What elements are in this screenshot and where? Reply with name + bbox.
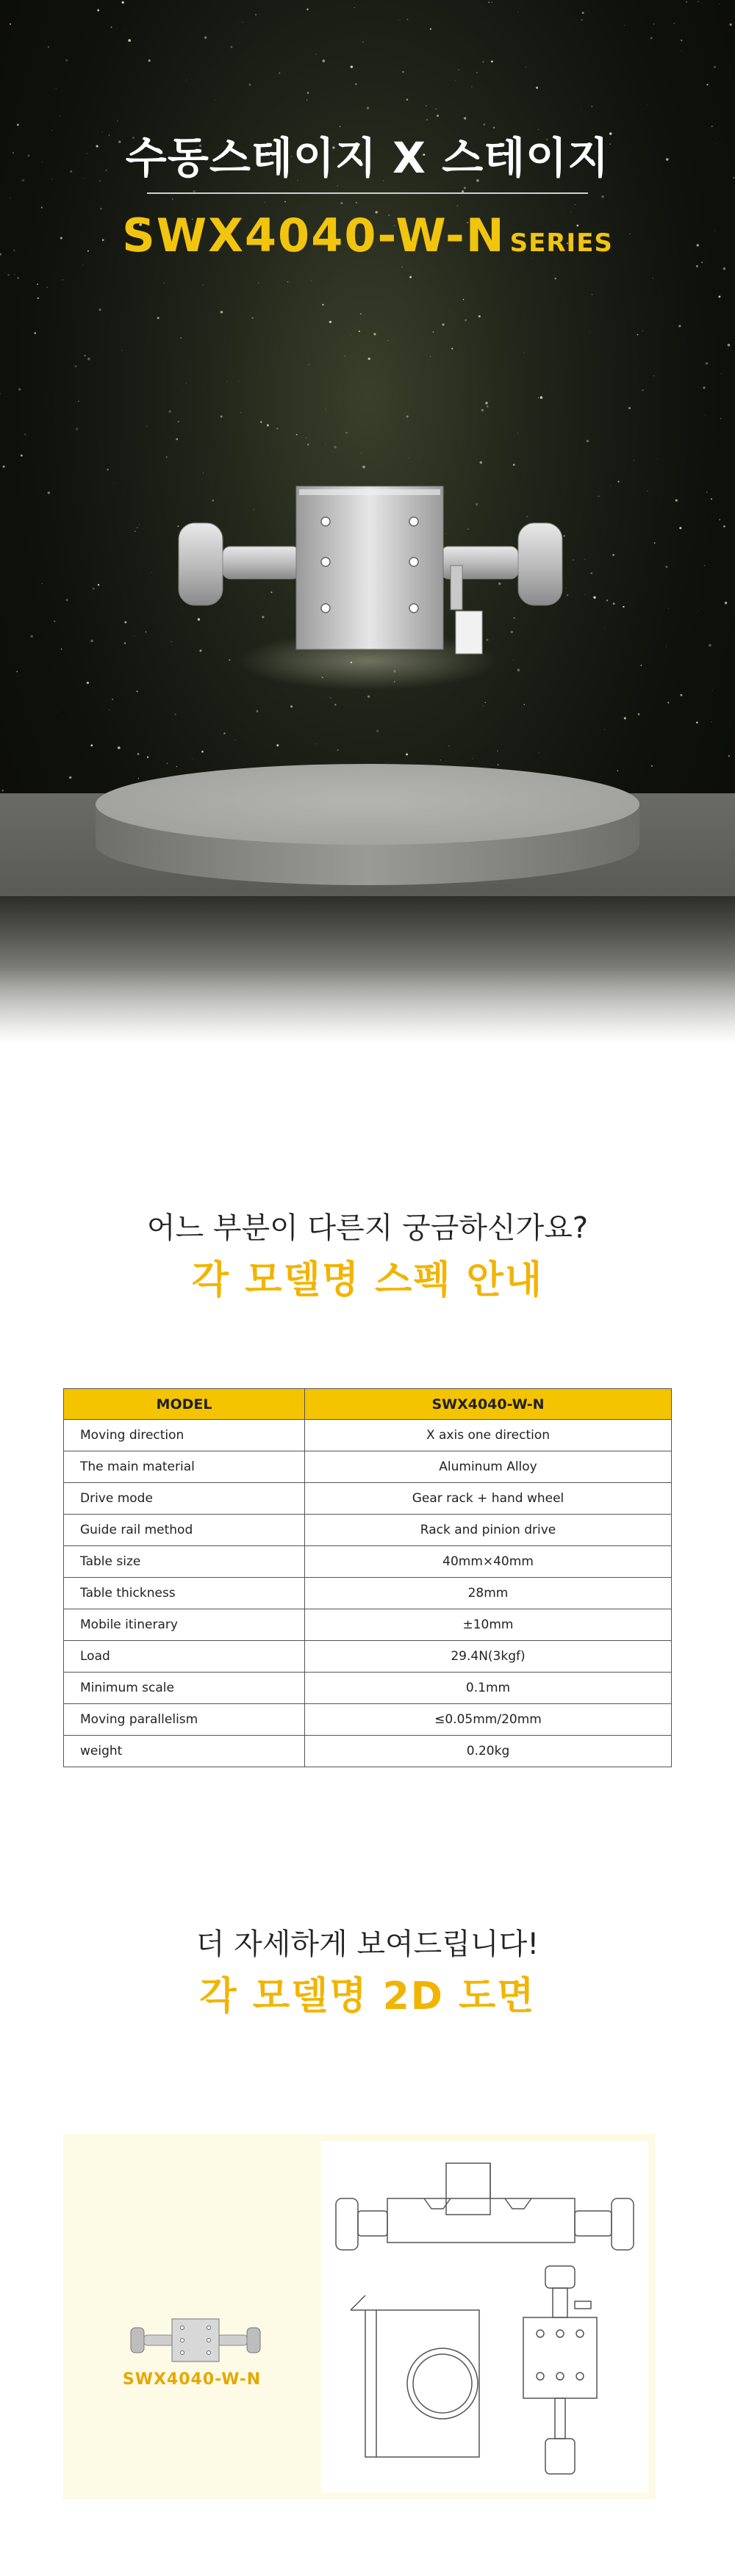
star — [112, 699, 113, 700]
star — [355, 83, 356, 84]
star — [21, 455, 23, 457]
star — [465, 319, 467, 321]
star — [65, 59, 68, 61]
spec-key: Moving parallelism — [64, 1704, 305, 1736]
star — [239, 380, 240, 381]
star — [637, 334, 639, 336]
star — [368, 696, 370, 698]
star — [75, 365, 77, 367]
star — [554, 278, 556, 280]
star — [638, 713, 640, 715]
spec-value: X axis one direction — [305, 1420, 672, 1451]
star — [651, 765, 653, 767]
spec-value: 29.4N(3kgf) — [305, 1641, 672, 1673]
star — [613, 603, 615, 605]
drawing-panel — [63, 2134, 656, 2500]
star — [665, 566, 667, 568]
table-row — [64, 1515, 672, 1546]
star — [46, 287, 47, 288]
star — [451, 348, 453, 350]
spec-key: Table size — [64, 1546, 305, 1578]
star — [351, 335, 352, 336]
star — [10, 24, 11, 25]
star — [351, 65, 354, 68]
table-row — [64, 1420, 672, 1451]
star — [334, 704, 336, 705]
star — [406, 754, 408, 756]
mini-product-image — [129, 2317, 262, 2363]
mini-product-label: SWX4040-W-N — [122, 2370, 262, 2389]
star — [61, 649, 62, 650]
star — [628, 407, 631, 409]
star — [654, 542, 656, 544]
star — [3, 466, 5, 468]
star — [721, 373, 722, 374]
star — [582, 12, 584, 14]
star — [491, 60, 493, 62]
hero-model-code: SWX4040-W-N — [122, 209, 506, 262]
star — [448, 310, 449, 311]
star — [128, 39, 131, 42]
star — [330, 697, 331, 699]
star — [118, 746, 121, 749]
table-row — [64, 1483, 672, 1515]
star — [456, 205, 458, 206]
star — [709, 644, 711, 647]
star — [433, 331, 434, 333]
star — [430, 356, 431, 357]
star — [513, 463, 515, 466]
star — [37, 284, 38, 285]
star — [719, 519, 720, 520]
star — [255, 14, 256, 15]
star — [714, 265, 715, 266]
star — [66, 599, 68, 601]
star — [711, 498, 712, 499]
star — [680, 694, 682, 696]
star — [728, 755, 730, 757]
spec-key: Moving direction — [64, 1420, 305, 1451]
star — [98, 309, 101, 311]
star — [307, 444, 309, 446]
star — [14, 274, 15, 275]
product-render-image — [165, 470, 577, 690]
star — [176, 439, 178, 441]
star — [388, 340, 389, 341]
star — [296, 434, 298, 436]
star — [334, 446, 336, 448]
star — [642, 389, 643, 391]
star — [90, 744, 93, 746]
star — [488, 1, 490, 3]
star — [591, 106, 592, 107]
star — [487, 405, 489, 408]
star — [406, 415, 409, 417]
spec-key: Mobile itinerary — [64, 1609, 305, 1641]
star — [362, 41, 364, 43]
star — [78, 400, 79, 402]
hero-title: 수동스테이지 X 스테이지 — [125, 133, 610, 183]
star — [231, 46, 233, 48]
star — [260, 421, 262, 422]
table-row — [64, 1451, 672, 1483]
star — [42, 583, 43, 584]
star — [172, 198, 173, 200]
star — [481, 409, 484, 411]
star — [249, 84, 251, 86]
spec-key: Guide rail method — [64, 1515, 305, 1546]
star — [30, 635, 33, 638]
star — [0, 393, 1, 394]
star — [276, 427, 279, 430]
star — [686, 1, 687, 3]
star — [48, 46, 49, 48]
hero-series-label: SERIES — [509, 228, 613, 258]
star — [16, 671, 18, 673]
star — [180, 337, 182, 339]
star — [598, 496, 599, 497]
star — [612, 554, 614, 556]
star — [220, 311, 223, 314]
star — [111, 26, 112, 28]
technical-drawing-icon — [321, 2141, 648, 2492]
star — [714, 66, 716, 68]
star — [471, 86, 472, 87]
star — [478, 315, 481, 317]
rock-texture — [0, 896, 735, 1043]
star — [601, 195, 604, 198]
star — [87, 682, 89, 684]
star — [480, 461, 483, 464]
star — [698, 610, 699, 611]
star — [62, 279, 63, 280]
star — [267, 425, 269, 427]
star — [251, 317, 253, 319]
star — [523, 704, 525, 705]
star — [485, 402, 488, 405]
star — [147, 757, 148, 758]
star — [34, 332, 36, 334]
star — [287, 281, 289, 283]
star — [177, 421, 179, 422]
star — [148, 59, 151, 62]
star — [704, 565, 705, 566]
star — [354, 7, 355, 8]
star — [406, 98, 409, 101]
star — [329, 321, 331, 323]
star — [337, 749, 339, 751]
star — [69, 776, 71, 779]
star — [97, 10, 99, 12]
table-row — [64, 1673, 672, 1704]
star — [93, 588, 95, 590]
star — [121, 350, 122, 351]
star — [673, 23, 675, 24]
star — [585, 559, 586, 560]
star — [653, 375, 655, 377]
star — [345, 432, 348, 434]
star — [698, 1, 699, 2]
star — [593, 596, 596, 599]
star — [581, 19, 583, 21]
spec-header-value: SWX4040-W-N — [305, 1389, 672, 1420]
star — [284, 201, 286, 203]
star — [540, 396, 543, 399]
hero-divider — [147, 192, 588, 194]
spec-value: Aluminum Alloy — [305, 1451, 672, 1483]
star — [54, 621, 56, 623]
star — [464, 187, 466, 189]
star — [402, 71, 404, 73]
star — [168, 410, 171, 413]
star — [678, 325, 681, 327]
table-row — [64, 1578, 672, 1609]
star — [617, 770, 618, 771]
star — [426, 105, 427, 107]
technical-drawing-area — [321, 2141, 648, 2492]
spec-value: 28mm — [305, 1578, 672, 1609]
table-row — [64, 1609, 672, 1641]
star — [240, 412, 241, 413]
star — [114, 483, 115, 484]
star — [204, 37, 207, 39]
spec-value: 0.1mm — [305, 1673, 672, 1704]
spec-value: ≤0.05mm/20mm — [305, 1704, 672, 1736]
hero-model-name — [0, 209, 735, 262]
star — [175, 713, 176, 715]
star — [618, 481, 620, 483]
star — [164, 283, 165, 284]
star — [706, 491, 708, 493]
spec-key: Drive mode — [64, 1483, 305, 1515]
star — [192, 759, 193, 760]
star — [706, 84, 708, 85]
star — [176, 766, 177, 767]
star — [223, 732, 226, 735]
spec-value: 0.20kg — [305, 1736, 672, 1767]
star — [258, 283, 259, 284]
spec-value: Rack and pinion drive — [305, 1515, 672, 1546]
table-row — [64, 1546, 672, 1578]
star — [368, 358, 370, 360]
star — [696, 721, 698, 724]
star — [498, 764, 499, 765]
star — [76, 427, 79, 430]
star — [307, 92, 309, 93]
star — [458, 69, 459, 71]
hero-banner — [0, 0, 735, 1043]
star — [538, 397, 539, 398]
star — [590, 572, 592, 574]
table-row — [64, 1704, 672, 1736]
star — [437, 115, 439, 117]
star — [146, 426, 148, 427]
star — [227, 381, 228, 382]
star — [482, 61, 484, 62]
star — [730, 24, 732, 26]
spec-heading: 각 모델명 스펙 안내 — [191, 1258, 544, 1302]
drawing-heading: 각 모델명 2D 도면 — [199, 1974, 536, 2018]
star — [24, 433, 26, 436]
star — [220, 416, 223, 418]
star — [407, 19, 409, 21]
star — [306, 99, 307, 100]
star — [585, 594, 586, 595]
star — [137, 753, 140, 755]
star — [315, 743, 316, 744]
star — [18, 388, 21, 390]
star — [398, 19, 399, 20]
star — [356, 202, 357, 203]
table-row — [64, 1736, 672, 1767]
drawing-question: 더 자세하게 보여드립니다! — [196, 1927, 539, 1961]
spec-header-key: MODEL — [64, 1389, 305, 1420]
spec-value: 40mm×40mm — [305, 1546, 672, 1578]
spec-table-header — [64, 1389, 672, 1420]
star — [706, 362, 709, 365]
star — [165, 456, 168, 458]
star — [675, 499, 678, 502]
star — [84, 355, 85, 356]
star — [138, 778, 139, 779]
star — [37, 297, 39, 299]
star — [360, 452, 361, 453]
star — [82, 264, 83, 265]
star — [87, 358, 90, 361]
star — [718, 295, 720, 297]
star — [442, 323, 444, 325]
star — [7, 274, 10, 276]
spec-value: ±10mm — [305, 1609, 672, 1641]
spec-key: Minimum scale — [64, 1673, 305, 1704]
star — [657, 459, 658, 460]
star — [634, 460, 635, 461]
star — [409, 276, 412, 278]
star — [720, 418, 722, 419]
star — [340, 202, 343, 204]
star — [167, 762, 168, 764]
star — [426, 119, 428, 120]
star — [308, 364, 309, 365]
star — [624, 25, 625, 26]
star — [322, 304, 323, 306]
star — [136, 690, 137, 692]
star — [124, 642, 126, 643]
star — [703, 386, 705, 389]
spec-key: Table thickness — [64, 1578, 305, 1609]
star — [606, 599, 608, 601]
star — [430, 28, 431, 29]
star — [90, 640, 93, 642]
star — [182, 390, 183, 391]
star — [463, 299, 465, 300]
star — [215, 100, 216, 101]
star — [360, 313, 362, 314]
star — [485, 702, 486, 703]
star — [359, 331, 360, 332]
star — [290, 705, 293, 707]
podium-top — [96, 764, 639, 845]
star — [344, 356, 345, 357]
spec-question: 어느 부분이 다른지 궁금하신가요? — [146, 1211, 589, 1245]
star — [650, 37, 653, 40]
star — [640, 665, 642, 666]
star — [276, 744, 279, 746]
star — [362, 466, 365, 469]
star — [605, 628, 606, 629]
star — [667, 701, 669, 703]
star — [202, 284, 204, 286]
star — [107, 469, 109, 470]
star — [376, 729, 379, 732]
star — [279, 72, 280, 73]
star — [124, 621, 126, 624]
star — [624, 717, 626, 719]
star — [623, 606, 624, 607]
star — [455, 80, 456, 81]
star — [723, 525, 725, 527]
star — [681, 40, 683, 42]
star — [123, 30, 124, 31]
star — [257, 710, 259, 712]
table-row — [64, 1641, 672, 1673]
star — [483, 706, 484, 707]
star — [98, 584, 99, 585]
star — [17, 277, 18, 278]
star — [201, 751, 204, 753]
star — [476, 72, 478, 73]
star — [1, 790, 4, 792]
star — [725, 602, 728, 605]
spec-key: Load — [64, 1641, 305, 1673]
star — [723, 267, 726, 270]
star — [575, 204, 576, 205]
star — [536, 87, 538, 89]
star — [712, 690, 713, 691]
star — [367, 107, 369, 109]
star — [696, 265, 698, 267]
star — [48, 491, 50, 494]
star — [604, 729, 605, 730]
star — [668, 608, 669, 609]
star — [373, 333, 376, 335]
star — [122, 1, 124, 4]
star — [587, 440, 589, 442]
spec-value: Gear rack + hand wheel — [305, 1483, 672, 1515]
spec-table — [63, 1388, 672, 1767]
star — [666, 646, 667, 647]
star — [647, 104, 648, 105]
star — [117, 120, 118, 122]
star — [679, 527, 681, 529]
star — [728, 344, 731, 347]
spec-key: weight — [64, 1736, 305, 1767]
star — [322, 59, 325, 62]
star — [306, 8, 308, 10]
star — [464, 117, 467, 120]
star — [157, 317, 159, 320]
star — [56, 88, 57, 89]
spec-key: The main material — [64, 1451, 305, 1483]
